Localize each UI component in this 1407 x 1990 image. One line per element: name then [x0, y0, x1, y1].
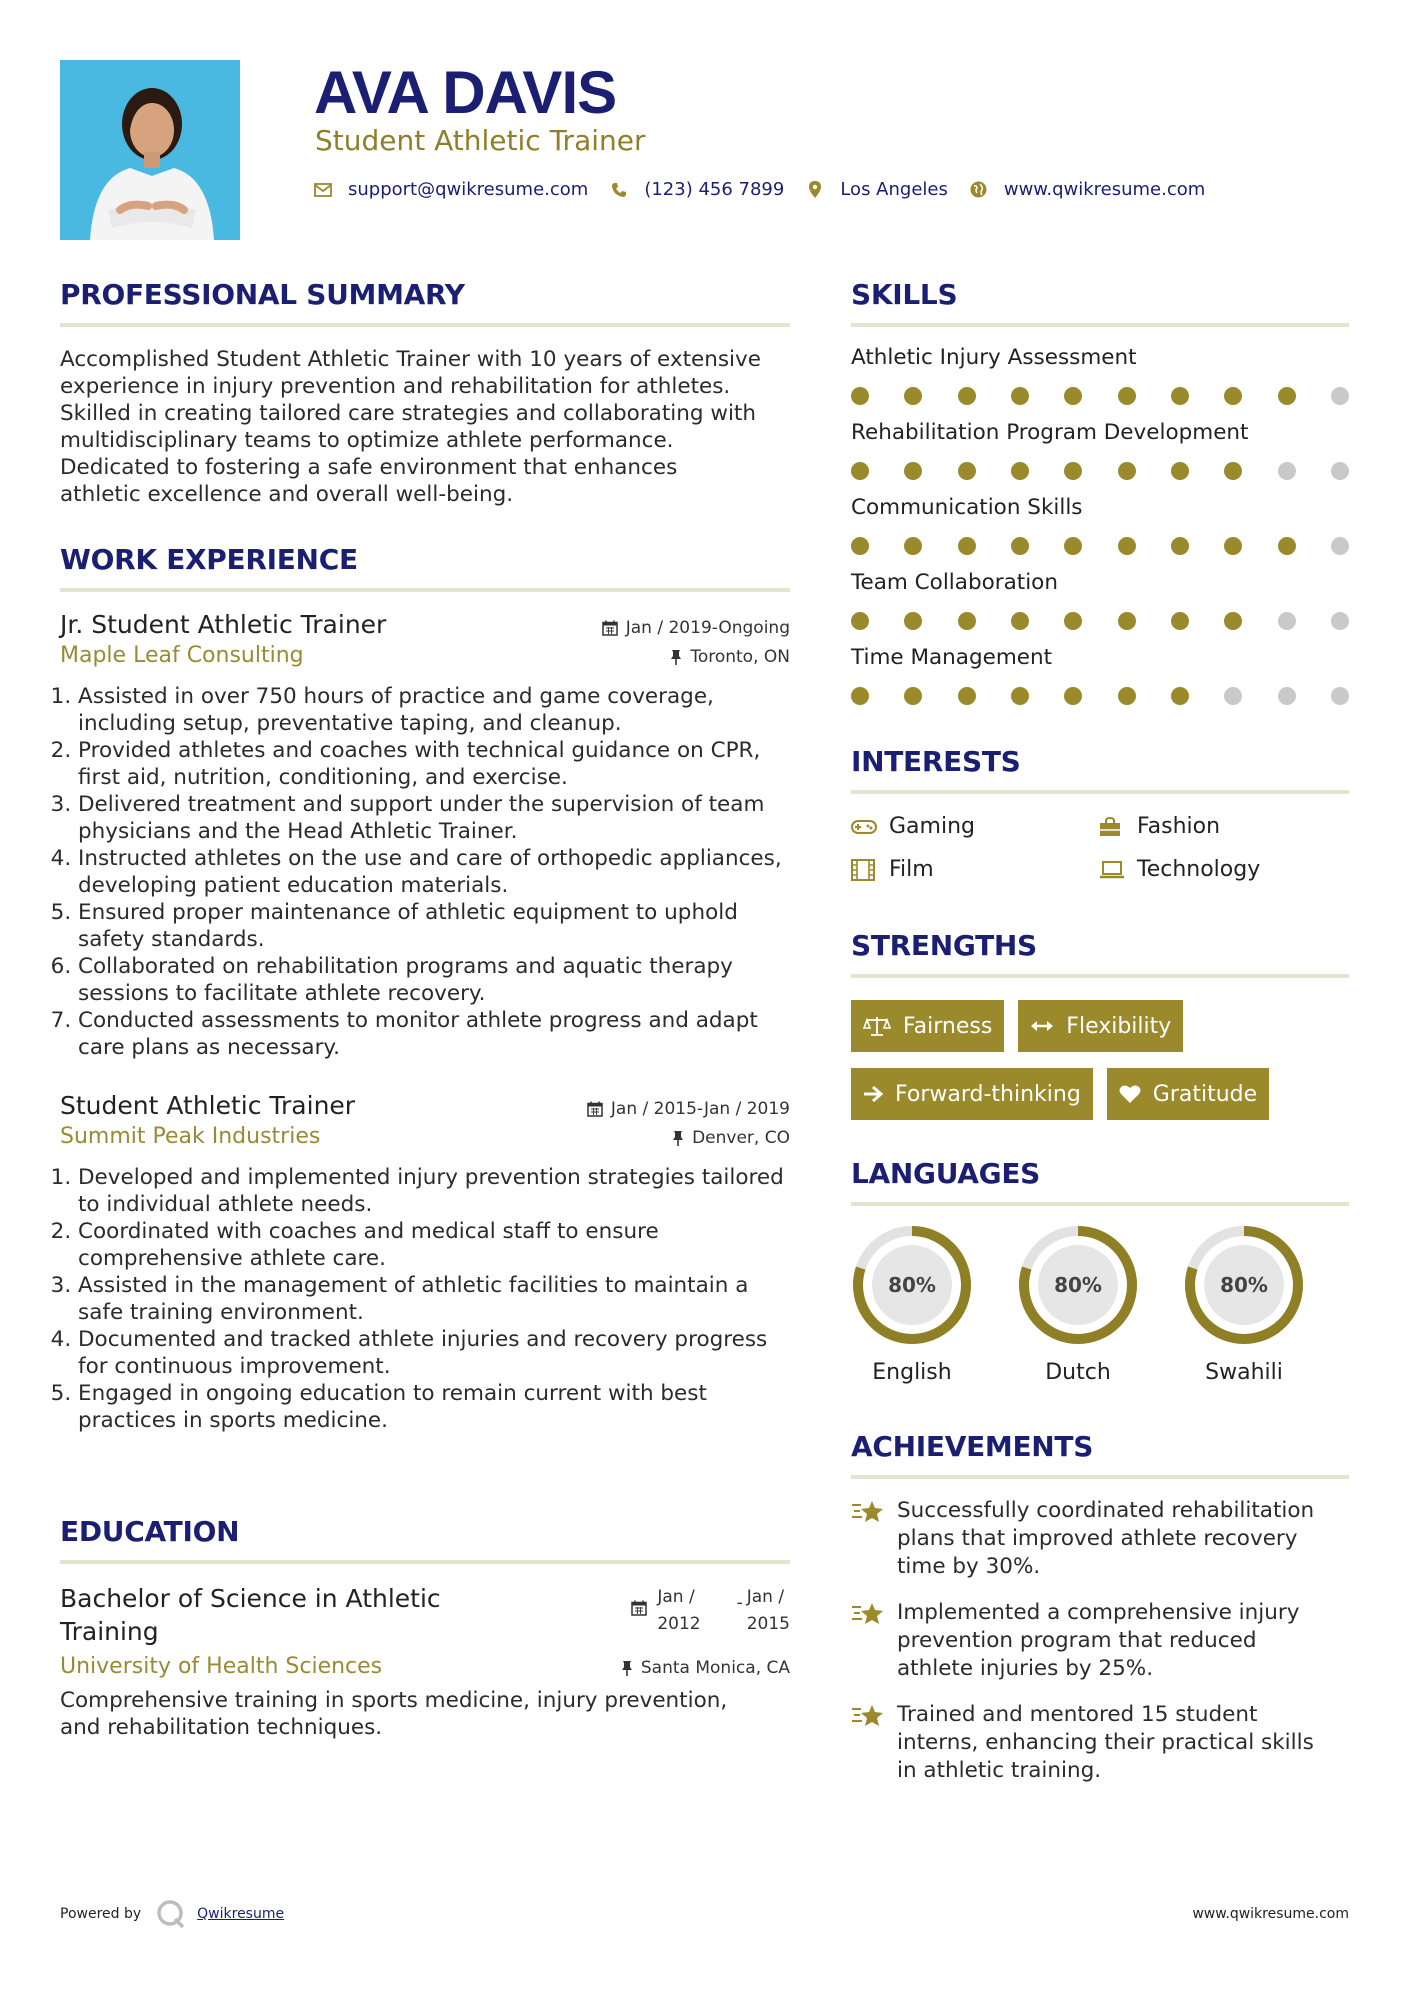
- languages-heading: LANGUAGES: [851, 1157, 1041, 1190]
- rating-dot-filled: [851, 537, 869, 555]
- rating-dot-filled: [958, 612, 976, 630]
- skill-name: Athletic Injury Assessment: [851, 345, 1137, 370]
- language-name: English: [872, 1360, 952, 1385]
- education-entry: [60, 1582, 790, 1648]
- rating-dot-filled: [1224, 387, 1242, 405]
- skill-rating: [851, 687, 1349, 705]
- company-name: Maple Leaf Consulting: [60, 643, 304, 668]
- footer-brand-link[interactable]: Qwikresume: [197, 1906, 285, 1922]
- rating-dot-empty: [1331, 612, 1349, 630]
- end-year: 2015: [746, 1614, 790, 1634]
- interest-label: Gaming: [889, 814, 975, 839]
- skill-rating: [851, 612, 1349, 630]
- skill-rating: [851, 387, 1349, 405]
- rating-dot-filled: [851, 387, 869, 405]
- rating-dot-filled: [1171, 387, 1189, 405]
- rating-dot-empty: [1278, 612, 1296, 630]
- strengths-section: [851, 929, 1349, 1136]
- strengths-heading: STRENGTHS: [851, 929, 1037, 962]
- contact-bar: [314, 179, 1227, 200]
- achievement-line: Trained and mentored 15 student: [897, 1702, 1258, 1727]
- section-divider: [60, 323, 790, 327]
- rating-dot-filled: [1011, 462, 1029, 480]
- rating-dot-filled: [958, 687, 976, 705]
- skill-name: Time Management: [851, 645, 1053, 670]
- rating-dot-empty: [1278, 462, 1296, 480]
- job-dates: [587, 1099, 790, 1119]
- skills-list: [851, 345, 1349, 720]
- rating-dot-filled: [1064, 462, 1082, 480]
- list-item: 1. Assisted in over 750 hours of practice and game coverage, including setup, preventative taping, and cleanup.: [78, 683, 790, 737]
- language-progress-ring: [851, 1224, 973, 1346]
- qwikresume-logo-icon: [155, 1898, 187, 1930]
- shooting-star-icon: [851, 1499, 885, 1525]
- section-divider: [60, 588, 790, 592]
- job-title: Jr. Student Athletic Trainer: [60, 610, 387, 639]
- rating-dot-empty: [1331, 537, 1349, 555]
- job-location: [670, 647, 790, 667]
- map-pin-icon: [806, 181, 824, 199]
- education-desc-line: Comprehensive training in sports medicine, injury prevention,: [60, 1688, 728, 1713]
- footer-website-link[interactable]: www.qwikresume.com: [1192, 1906, 1349, 1922]
- rating-dot-empty: [1331, 687, 1349, 705]
- profile-photo: [60, 60, 240, 240]
- job-dates: [602, 618, 790, 638]
- section-divider: [851, 790, 1349, 794]
- rating-dot-filled: [1171, 612, 1189, 630]
- company-name: Summit Peak Industries: [60, 1124, 321, 1149]
- education-location: [621, 1658, 790, 1678]
- contact-website[interactable]: [970, 179, 1205, 200]
- rating-dot-empty: [1331, 387, 1349, 405]
- rating-dot-filled: [1171, 462, 1189, 480]
- rating-dot-filled: [1118, 462, 1136, 480]
- achievements-section: [851, 1430, 1349, 1785]
- rating-dot-filled: [1171, 537, 1189, 555]
- summary-line: experience in injury prevention and rehabilitation for athletes.: [60, 374, 731, 399]
- job-bullets: [60, 683, 790, 1061]
- rating-dot-filled: [1011, 687, 1029, 705]
- rating-dot-filled: [904, 537, 922, 555]
- pushpin-icon: [670, 649, 682, 665]
- achievement-line: time by 30%.: [897, 1554, 1041, 1579]
- rating-dot-filled: [851, 612, 869, 630]
- summary-line: Dedicated to fostering a safe environment that enhances: [60, 455, 678, 480]
- rating-dot-filled: [1224, 462, 1242, 480]
- section-divider: [851, 323, 1349, 327]
- summary-line: athletic excellence and overall well-being.: [60, 482, 514, 507]
- end-date: [747, 1584, 790, 1638]
- job-location-text: Denver, CO: [692, 1128, 790, 1148]
- rating-dot-empty: [1278, 687, 1296, 705]
- rating-dot-filled: [1011, 387, 1029, 405]
- achievement-text: [897, 1497, 1314, 1581]
- interests-heading: INTERESTS: [851, 745, 1021, 778]
- balance-scale-icon: [863, 1015, 891, 1037]
- footer-powered-by: [60, 1898, 284, 1930]
- pushpin-icon: [672, 1130, 684, 1146]
- language-item: [1017, 1224, 1139, 1385]
- interests-section: [851, 745, 1349, 882]
- interest-label: Technology: [1137, 857, 1261, 882]
- summary-line: Skilled in creating tailored care strategies and collaborating with: [60, 401, 756, 426]
- rating-dot-filled: [1011, 537, 1029, 555]
- degree-title: [60, 1582, 441, 1648]
- website-text[interactable]: www.qwikresume.com: [1003, 179, 1206, 200]
- contact-email[interactable]: [314, 179, 588, 200]
- interest-item: [1099, 814, 1347, 839]
- arrow-right-icon: [863, 1085, 883, 1103]
- end-month: Jan /: [746, 1587, 785, 1607]
- skill-rating: [851, 462, 1349, 480]
- pushpin-icon: [621, 1660, 633, 1676]
- job-entry: [60, 1091, 790, 1434]
- degree-line: Bachelor of Science in Athletic: [60, 1584, 441, 1613]
- summary-heading: PROFESSIONAL SUMMARY: [60, 278, 465, 311]
- list-item: 2. Coordinated with coaches and medical staff to ensure comprehensive athlete care.: [78, 1218, 790, 1272]
- summary-line: Accomplished Student Athletic Trainer with 10 years of extensive: [60, 347, 761, 372]
- job-location: [672, 1128, 790, 1148]
- list-item: 4. Documented and tracked athlete injuries and recovery progress for continuous improvement.: [78, 1326, 790, 1380]
- achievement-line: interns, enhancing their practical skills: [897, 1730, 1314, 1755]
- skill-name: Team Collaboration: [851, 570, 1058, 595]
- rating-dot-filled: [904, 687, 922, 705]
- contact-phone[interactable]: [610, 179, 784, 200]
- rating-dot-filled: [1064, 612, 1082, 630]
- skill-rating: [851, 537, 1349, 555]
- rating-dot-filled: [904, 462, 922, 480]
- interests-list: [851, 814, 1349, 882]
- skills-heading: SKILLS: [851, 278, 958, 311]
- education-section: [60, 1515, 790, 1741]
- achievement-line: prevention program that reduced: [897, 1628, 1257, 1653]
- education-heading: EDUCATION: [60, 1515, 240, 1548]
- language-percent: 80%: [888, 1273, 936, 1297]
- rating-dot-filled: [904, 612, 922, 630]
- skill-item: [851, 420, 1349, 495]
- date-dash: -: [736, 1593, 743, 1613]
- rating-dot-filled: [1118, 687, 1136, 705]
- language-progress-ring: [1183, 1224, 1305, 1346]
- calendar-icon: [602, 620, 618, 636]
- rating-dot-filled: [1171, 687, 1189, 705]
- shooting-star-icon: [851, 1601, 885, 1627]
- rating-dot-filled: [1064, 387, 1082, 405]
- interest-item: [1099, 857, 1347, 882]
- rating-dot-filled: [1278, 537, 1296, 555]
- rating-dot-filled: [1224, 612, 1242, 630]
- rating-dot-filled: [851, 687, 869, 705]
- rating-dot-filled: [1064, 687, 1082, 705]
- list-item: 6. Collaborated on rehabilitation programs and aquatic therapy sessions to facilitate athlete recovery.: [78, 953, 790, 1007]
- section-divider: [851, 1475, 1349, 1479]
- job-bullets: [60, 1164, 790, 1434]
- list-item: 3. Delivered treatment and support under the supervision of team physicians and the Head Athletic Trainer.: [78, 791, 790, 845]
- language-item: [1183, 1224, 1305, 1385]
- strength-badge: [851, 1000, 1004, 1052]
- shooting-star-icon: [851, 1703, 885, 1729]
- email-text[interactable]: support@qwikresume.com: [348, 179, 589, 200]
- education-dates: [631, 1584, 790, 1648]
- interest-label: Fashion: [1137, 814, 1221, 839]
- skill-item: [851, 570, 1349, 645]
- education-location-text: Santa Monica, CA: [640, 1658, 790, 1678]
- achievement-item: [851, 1497, 1349, 1581]
- language-progress-ring: [1017, 1224, 1139, 1346]
- education-desc-line: and rehabilitation techniques.: [60, 1715, 383, 1740]
- laptop-icon: [1099, 859, 1125, 881]
- achievement-text: [897, 1701, 1314, 1785]
- degree-line: Training: [60, 1617, 159, 1646]
- achievements-list: [851, 1497, 1349, 1785]
- skill-name: Rehabilitation Program Development: [851, 420, 1249, 445]
- skill-item: [851, 645, 1349, 720]
- phone-icon: [610, 181, 628, 199]
- job-title: Student Athletic Trainer: [60, 1091, 356, 1120]
- strength-label: Forward-thinking: [895, 1081, 1081, 1107]
- phone-text[interactable]: (123) 456 7899: [644, 179, 785, 200]
- start-date: [657, 1584, 700, 1638]
- education-description: [60, 1687, 790, 1741]
- achievement-item: [851, 1599, 1349, 1683]
- rating-dot-filled: [1224, 537, 1242, 555]
- summary-line: multidisciplinary teams to optimize athlete performance.: [60, 428, 674, 453]
- section-divider: [851, 1202, 1349, 1206]
- contact-location: [806, 179, 948, 200]
- languages-section: [851, 1157, 1349, 1385]
- job-entry: [60, 610, 790, 1061]
- film-icon: [851, 859, 877, 881]
- rating-dot-filled: [958, 537, 976, 555]
- summary-text: [60, 346, 790, 508]
- language-percent: 80%: [1054, 1273, 1102, 1297]
- start-year: 2012: [657, 1614, 701, 1634]
- candidate-name: AVA DAVIS: [314, 59, 617, 126]
- strength-label: Gratitude: [1152, 1081, 1258, 1107]
- location-text: Los Angeles: [840, 179, 948, 200]
- rating-dot-filled: [1118, 387, 1136, 405]
- list-item: 5. Engaged in ongoing education to remain current with best practices in sports medicine.: [78, 1380, 790, 1434]
- languages-list: [851, 1224, 1349, 1385]
- rating-dot-filled: [1118, 537, 1136, 555]
- section-divider: [851, 974, 1349, 978]
- achievement-line: plans that improved athlete recovery: [897, 1526, 1298, 1551]
- rating-dot-empty: [1331, 462, 1349, 480]
- summary-section: [60, 278, 790, 508]
- achievement-line: Implemented a comprehensive injury: [897, 1600, 1300, 1625]
- list-item: 1. Developed and implemented injury prevention strategies tailored to individual athlete needs.: [78, 1164, 790, 1218]
- rating-dot-filled: [958, 387, 976, 405]
- start-month: Jan /: [657, 1587, 695, 1607]
- achievements-heading: ACHIEVEMENTS: [851, 1430, 1094, 1463]
- language-item: [851, 1224, 973, 1385]
- calendar-icon: [587, 1101, 603, 1117]
- heart-icon: [1119, 1084, 1141, 1104]
- list-item: 4. Instructed athletes on the use and care of orthopedic appliances, developing patient education materials.: [78, 845, 790, 899]
- list-item: 2. Provided athletes and coaches with technical guidance on CPR, first aid, nutrition, conditioning, and exercise.: [78, 737, 790, 791]
- rating-dot-filled: [851, 462, 869, 480]
- rating-dot-filled: [958, 462, 976, 480]
- candidate-title: Student Athletic Trainer: [315, 124, 646, 157]
- school-name: University of Health Sciences: [60, 1654, 383, 1679]
- interest-item: [851, 814, 1099, 839]
- work-heading: WORK EXPERIENCE: [60, 543, 358, 576]
- job-location-text: Toronto, ON: [690, 647, 790, 667]
- skills-section: [851, 278, 1349, 720]
- arrows-horizontal-icon: [1030, 1019, 1054, 1033]
- achievement-line: athlete injuries by 25%.: [897, 1656, 1154, 1681]
- rating-dot-filled: [1118, 612, 1136, 630]
- rating-dot-filled: [1011, 612, 1029, 630]
- strength-badge: [1018, 1000, 1183, 1052]
- strength-badge: [851, 1068, 1093, 1120]
- language-name: Dutch: [1045, 1360, 1111, 1385]
- strengths-list: [851, 1000, 1349, 1136]
- rating-dot-filled: [904, 387, 922, 405]
- rating-dot-filled: [1278, 387, 1296, 405]
- strength-label: Fairness: [903, 1013, 993, 1039]
- language-percent: 80%: [1220, 1273, 1268, 1297]
- list-item: 7. Conducted assessments to monitor athlete progress and adapt care plans as necessary.: [78, 1007, 790, 1061]
- skill-name: Communication Skills: [851, 495, 1083, 520]
- strength-label: Flexibility: [1066, 1013, 1172, 1039]
- powered-by-label: Powered by: [60, 1906, 142, 1922]
- globe-icon: [970, 181, 988, 199]
- section-divider: [60, 1560, 790, 1564]
- job-dates-text: Jan / 2019-Ongoing: [625, 618, 790, 638]
- strength-badge: [1107, 1068, 1269, 1120]
- avatar: [60, 60, 240, 240]
- skill-item: [851, 495, 1349, 570]
- job-dates-text: Jan / 2015-Jan / 2019: [610, 1099, 790, 1119]
- rating-dot-filled: [1064, 537, 1082, 555]
- interest-label: Film: [889, 857, 934, 882]
- achievement-line: Successfully coordinated rehabilitation: [897, 1498, 1315, 1523]
- envelope-icon: [314, 181, 332, 199]
- calendar-icon: [631, 1600, 647, 1616]
- achievement-text: [897, 1599, 1299, 1683]
- work-section: [60, 543, 790, 1434]
- gamepad-icon: [851, 816, 877, 838]
- achievement-item: [851, 1701, 1349, 1785]
- interest-item: [851, 857, 1099, 882]
- shopping-bag-icon: [1099, 816, 1125, 838]
- skill-item: [851, 345, 1349, 420]
- list-item: 5. Ensured proper maintenance of athletic equipment to uphold safety standards.: [78, 899, 790, 953]
- list-item: 3. Assisted in the management of athletic facilities to maintain a safe training environment.: [78, 1272, 790, 1326]
- rating-dot-empty: [1224, 687, 1242, 705]
- language-name: Swahili: [1205, 1360, 1283, 1385]
- achievement-line: in athletic training.: [897, 1758, 1102, 1783]
